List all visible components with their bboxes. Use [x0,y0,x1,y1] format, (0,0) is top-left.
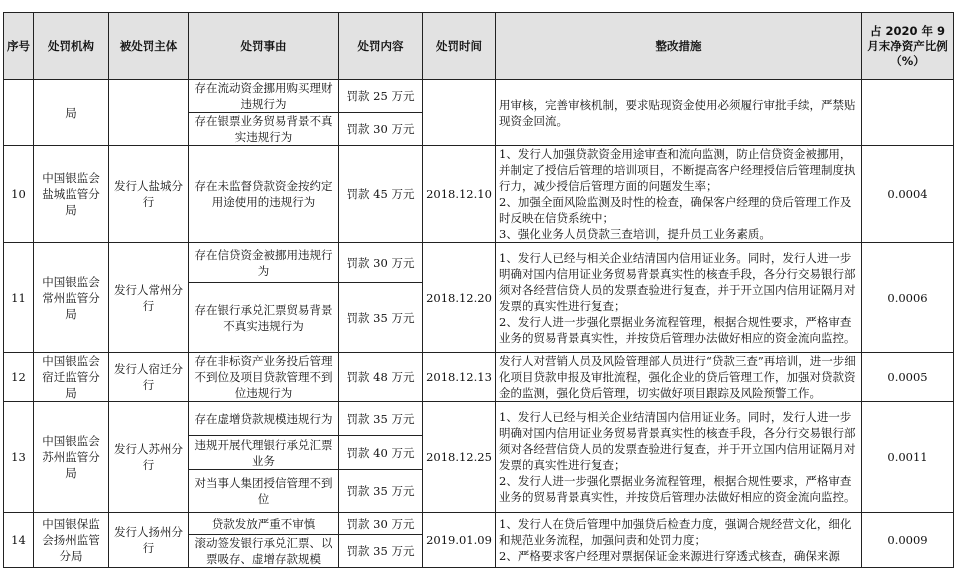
content-cell: 罚款 35 万元 [339,283,423,353]
reason-cell: 存在虚增贷款规模违规行为 [189,402,339,436]
content-cell: 罚款 35 万元 [339,402,423,436]
subject-cell: 发行人宿迁分行 [109,353,189,402]
header-reason: 处罚事由 [189,13,339,80]
reason-cell: 滚动签发银行承兑汇票、以票吸存、虚增存款规模 [189,535,339,568]
measures-cell: 用审核，完善审核机制，要求贴现资金使用必须履行审批手续，严禁贴现资金回流。 [496,80,862,146]
content-cell: 罚款 25 万元 [339,80,423,113]
measures-cell: 1、发行人在贷后管理中加强贷后检查力度，强调合规经营文化，细化和规范业务流程，加强问责和处罚力度； 2、严格要求客户经理对票据保证金来源进行穿透式核查，确保来源 [496,513,862,568]
seq-cell: 13 [4,402,34,513]
time-cell: 2018.12.10 [423,146,496,243]
agency-cell: 中国银监会常州监管分局 [34,243,109,353]
content-cell: 罚款 35 万元 [339,470,423,513]
reason-cell: 贷款发放严重不审慎 [189,513,339,535]
subject-cell: 发行人苏州分行 [109,402,189,513]
table-row [4,513,954,535]
seq-cell: 11 [4,243,34,353]
agency-cell: 中国银保监会扬州监管分局 [34,513,109,568]
header-row [4,13,954,80]
header-agency: 处罚机构 [34,13,109,80]
agency-cell: 中国银监会盐城监管分局 [34,146,109,243]
header-measures: 整改措施 [496,13,862,80]
reason-cell: 存在流动资金挪用购买理财违规行为 [189,80,339,113]
content-cell: 罚款 30 万元 [339,513,423,535]
reason-cell: 违规开展代理银行承兑汇票业务 [189,436,339,470]
header-ratio: 占 2020 年 9 月末净资产比例（%） [862,13,954,80]
reason-cell: 存在银行承兑汇票贸易背景不真实违规行为 [189,283,339,353]
table-row [4,80,954,113]
time-cell: 2018.12.13 [423,353,496,402]
header-subject: 被处罚主体 [109,13,189,80]
agency-cell: 局 [34,80,109,146]
reason-cell: 存在未监督贷款资金按约定用途使用的违规行为 [189,146,339,243]
measures-cell: 1、发行人已经与相关企业结清国内信用证业务。同时，发行人进一步明确对国内信用证业务贸易背景真实性的核查手段，各分行交易银行部须对各经营信贷人员的发票查验进行复查，并于开立国内信用证隔月对发票的真实性进行复查； 2、发行人进一步强化票据业务流程管理，根据合规性要求，严格审查业务的贸易背景真实性，并按贷后管理办法做好相应的资金流向监控。 [496,402,862,513]
content-cell: 罚款 30 万元 [339,243,423,283]
seq-cell: 12 [4,353,34,402]
measures-cell: 发行人对营销人员及风险管理部人员进行“贷款三查”再培训，进一步细化项目贷款申报及审批流程，强化企业的贷后管理工作，加强对贷款资金的监测，强化贷后管理，切实做好项目跟踪及风险预警工作。 [496,353,862,402]
ratio-cell: 0.0009 [862,513,954,568]
agency-cell: 中国银监会宿迁监管分局 [34,353,109,402]
seq-cell: 10 [4,146,34,243]
ratio-cell: 0.0004 [862,146,954,243]
agency-cell: 中国银监会苏州监管分局 [34,402,109,513]
content-cell: 罚款 35 万元 [339,535,423,568]
header-content: 处罚内容 [339,13,423,80]
table-row [4,402,954,436]
measures-cell: 1、发行人加强贷款资金用途审查和流向监测，防止信贷资金被挪用，并制定了授信后管理的培训项目，不断提高客户经理授信后管理制度执行力，减少授信后管理方面的问题发生率； 2、加强全面风险监测及时性的检查，确保客户经理的贷后管理工作及时反映在信贷系统中； 3、强化业务人员贷款三查培训，提升员工业务素质。 [496,146,862,243]
measures-cell: 1、发行人已经与相关企业结清国内信用证业务。同时，发行人进一步明确对国内信用证业务贸易背景真实性的核查手段，各分行交易银行部须对各经营信贷人员的发票查验进行复查，并于开立国内信用证隔月对发票的真实性进行复查； 2、发行人进一步强化票据业务流程管理，根据合规性要求，严格审查业务的贸易背景真实性，并按贷后管理办法做好相应的资金流向监控。 [496,243,862,353]
content-cell: 罚款 45 万元 [339,146,423,243]
subject-cell: 发行人扬州分行 [109,513,189,568]
header-time: 处罚时间 [423,13,496,80]
reason-cell: 存在银票业务贸易背景不真实违规行为 [189,113,339,146]
table-row [4,353,954,402]
ratio-cell: 0.0011 [862,402,954,513]
subject-cell: 发行人常州分行 [109,243,189,353]
reason-cell: 存在信贷资金被挪用违规行为 [189,243,339,283]
seq-cell: 14 [4,513,34,568]
reason-cell: 存在非标资产业务投后管理不到位及项目贷款管理不到位违规行为 [189,353,339,402]
table-row [4,243,954,283]
content-cell: 罚款 48 万元 [339,353,423,402]
time-cell: 2018.12.25 [423,402,496,513]
subject-cell: 发行人盐城分行 [109,146,189,243]
ratio-cell: 0.0006 [862,243,954,353]
table-row [4,146,954,243]
content-cell: 罚款 30 万元 [339,113,423,146]
header-seq: 序号 [4,13,34,80]
reason-cell: 对当事人集团授信管理不到位 [189,470,339,513]
penalty-table [3,12,954,568]
ratio-cell: 0.0005 [862,353,954,402]
content-cell: 罚款 40 万元 [339,436,423,470]
time-cell: 2018.12.20 [423,243,496,353]
time-cell: 2019.01.09 [423,513,496,568]
